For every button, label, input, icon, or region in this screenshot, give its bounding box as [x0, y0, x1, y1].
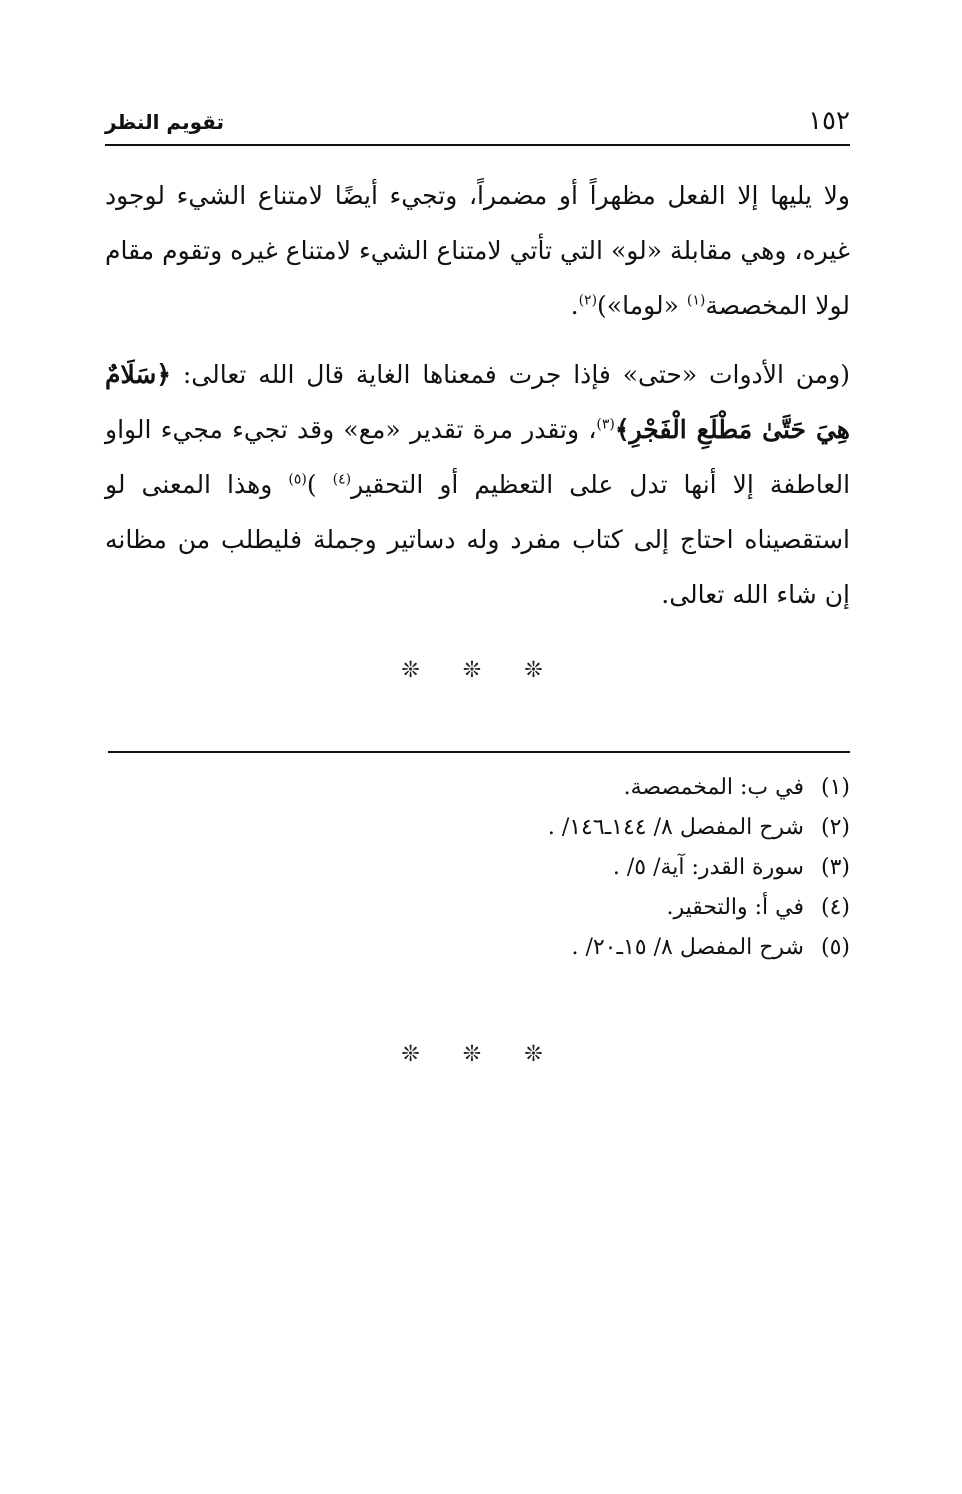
end-separator: ❊ ❊ ❊	[401, 1042, 561, 1067]
text-run: ولا يليها إلا الفعل مظهراً أو مضمراً، وتجيء أيضًا لامتناع الشيء لوجود غيره، وهي مقابلة «لو» التي تأتي لامتناع الشيء لامتناع غيره وتقوم مقام لولا المخصصة	[105, 181, 850, 320]
text-run: )	[306, 470, 333, 499]
page-number: ١٥٢	[808, 106, 850, 136]
footnote-number: (٣)	[820, 855, 850, 880]
footnote-ref-4: (٤)	[332, 471, 352, 488]
footnote-ref-1: (١)	[686, 292, 706, 309]
footnote-text: شرح المفصل ٨/ ١٤٤ـ١٤٦/ .	[547, 815, 804, 840]
quran-verse: ﴿سَلَامٌ هِيَ حَتَّىٰ مَطْلَعِ الْفَجْرِ﴾	[105, 360, 850, 444]
footnote-item	[150, 888, 850, 928]
footnote-text: في ب: المخمصصة.	[623, 775, 804, 800]
running-title: تقويم النظر	[105, 110, 225, 134]
text-run: وهذا المعنى لو استقصيناه احتاج إلى كتاب مفرد وله دساتير وجملة فليطلب من مظانه إن شاء الله تعالى.	[105, 470, 850, 609]
footnote-number: (٢)	[820, 815, 850, 840]
section-separator: ❊ ❊ ❊	[401, 658, 561, 683]
footnote-ref-5: (٥)	[288, 471, 307, 488]
text-run: ، وتقدر مرة تقدير «مع» وقد تجيء مجيء الواو العاطفة إلا أنها تدل على التعظيم أو التحقير	[105, 415, 851, 499]
footnote-item	[150, 768, 850, 808]
footnote-ref-2: (٢)	[578, 292, 598, 309]
footnote-item	[150, 848, 850, 888]
footnotes-list	[150, 768, 850, 968]
footnote-text: في أ: والتحقير.	[666, 895, 804, 920]
main-text	[105, 168, 850, 622]
footnote-number: (١)	[820, 775, 850, 800]
footnote-item	[150, 928, 850, 968]
text-run: «لوما»)	[597, 291, 687, 320]
text-run: (ومن الأدوات «حتى» فإذا جرت فمعناها الغاية قال الله تعالى:	[171, 360, 850, 389]
paragraph-2	[105, 347, 850, 622]
footnote-ref-3: (٣)	[596, 416, 615, 433]
footnote-divider	[108, 751, 850, 753]
footnote-number: (٥)	[820, 935, 850, 960]
text-run: .	[570, 291, 579, 320]
footnote-text: شرح المفصل ٨/ ١٥ـ٢٠/ .	[571, 935, 804, 960]
page-header	[105, 100, 850, 146]
paragraph-1	[105, 168, 850, 333]
footnote-text: سورة القدر: آية/ ٥/ .	[612, 855, 804, 880]
footnote-item	[150, 808, 850, 848]
footnote-number: (٤)	[820, 895, 850, 920]
